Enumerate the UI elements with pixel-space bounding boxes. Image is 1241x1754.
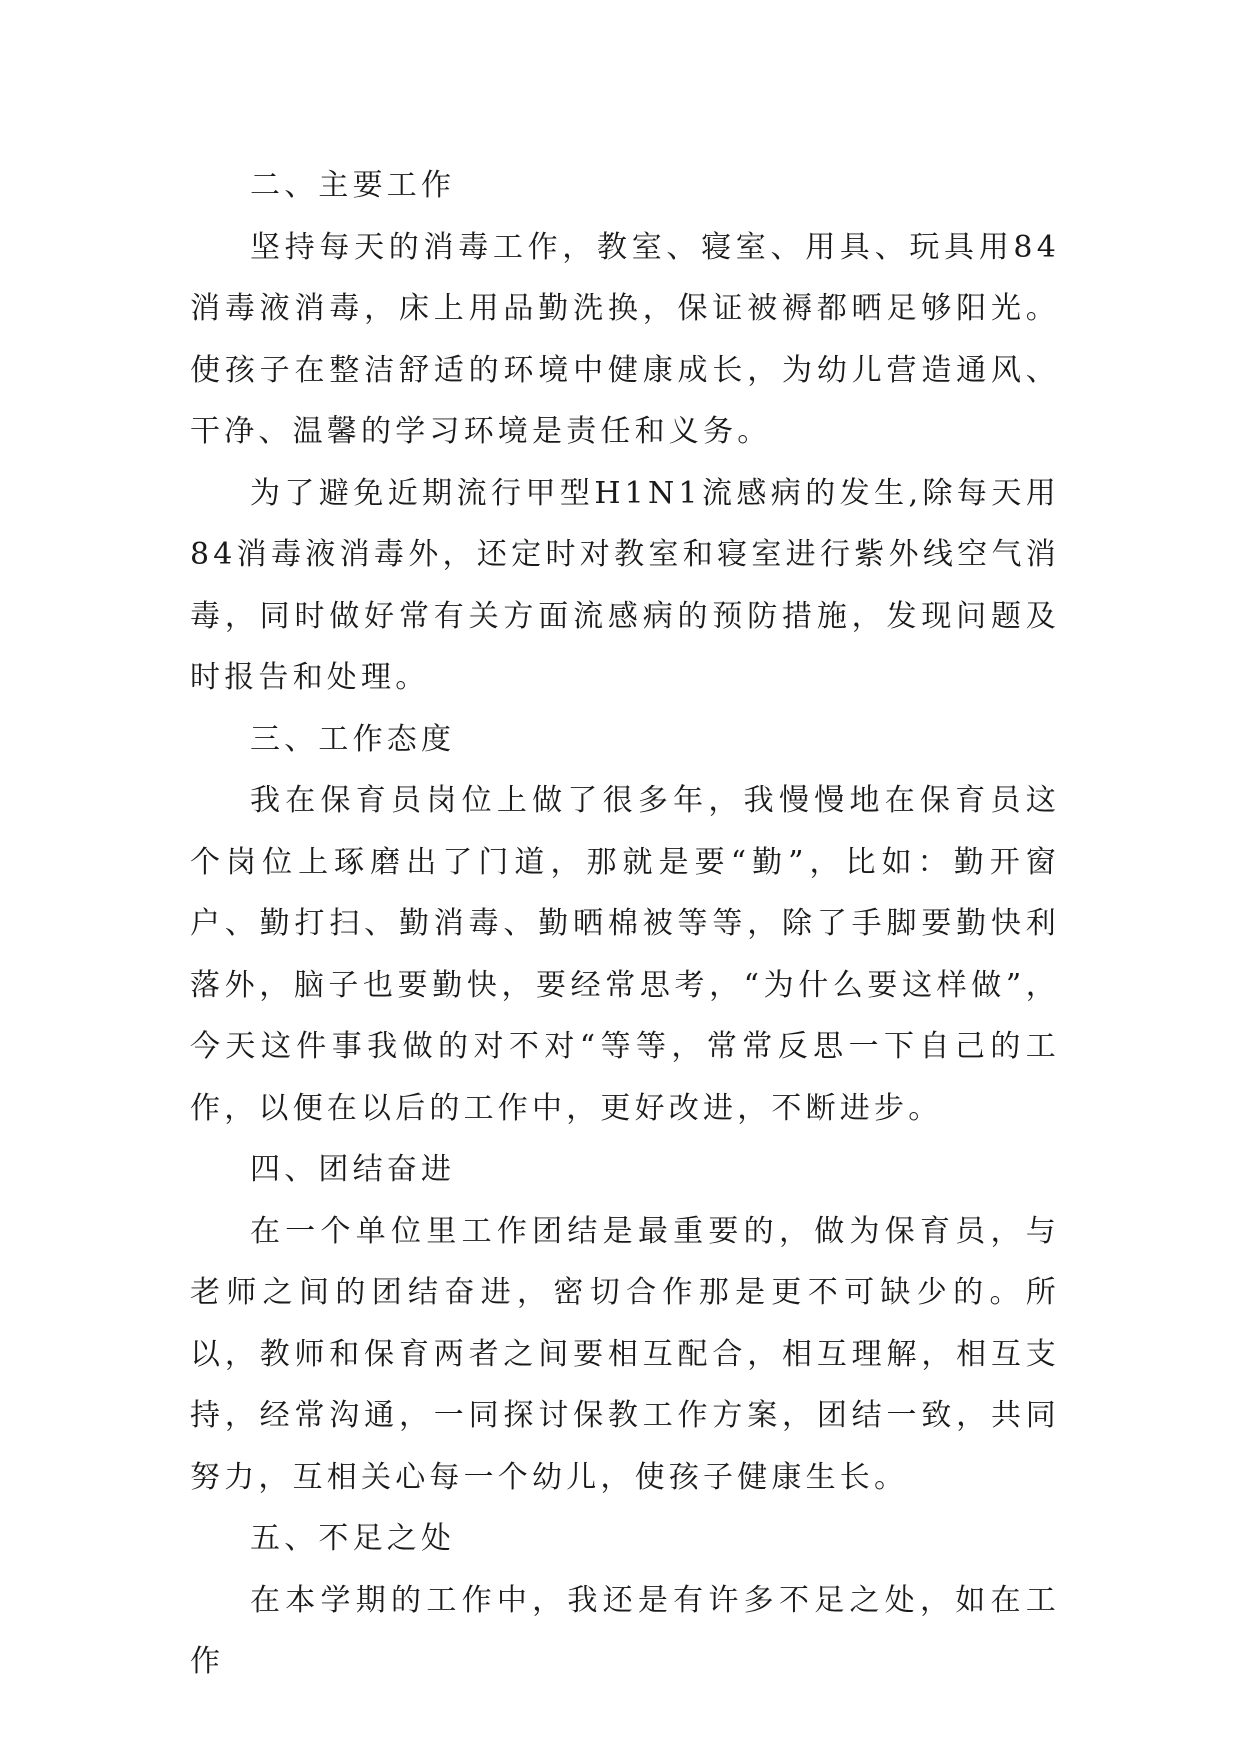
- paragraph-teamwork: 在一个单位里工作团结是最重要的，做为保育员，与老师之间的团结奋进，密切合作那是更不可缺少的。所以，教师和保育两者之间要相互配合，相互理解，相互支持，经常沟通，一同探讨保教工作方案，团结一致，共同努力，互相关心每一个幼儿，使孩子健康生长。: [190, 1213, 1060, 1495]
- paragraph-disinfection: 坚持每天的消毒工作，教室、寝室、用具、玩具用84消毒液消毒，床上用品勤洗换，保证被褥都晒足够阳光。使孩子在整洁舒适的环境中健康成长，为幼儿营造通风、干净、温馨的学习环境是责任和义务。: [190, 229, 1060, 449]
- section-heading-work-attitude: 三、工作态度: [250, 721, 456, 757]
- section-heading-main-work: 二、主要工作: [250, 168, 456, 203]
- paragraph-flu-prevention: 为了避免近期流行甲型H1N1流感病的发生,除每天用84消毒液消毒外，还定时对教室和寝室进行紫外线空气消毒，同时做好常有关方面流感病的预防措施，发现问题及时报告和处理。: [190, 475, 1060, 695]
- section-heading-shortcomings: 五、不足之处: [250, 1521, 456, 1556]
- paragraph-diligence: 我在保育员岗位上做了很多年，我慢慢地在保育员这个岗位上琢磨出了门道，那就是要“勤”，比如：勤开窗户、勤打扫、勤消毒、勤晒棉被等等，除了手脚要勤快利落外，脑子也要勤快，要经常思考，“为什么要这样做”，今天这件事我做的对不对“等等，常常反思一下自己的工作，以便在以后的工作中，更好改进，不断进步。: [190, 783, 1060, 1126]
- paragraph-shortcomings: 在本学期的工作中，我还是有许多不足之处，如在工作: [190, 1582, 1060, 1679]
- section-heading-unity: 四、团结奋进: [250, 1152, 456, 1187]
- document-body: [190, 155, 1060, 1693]
